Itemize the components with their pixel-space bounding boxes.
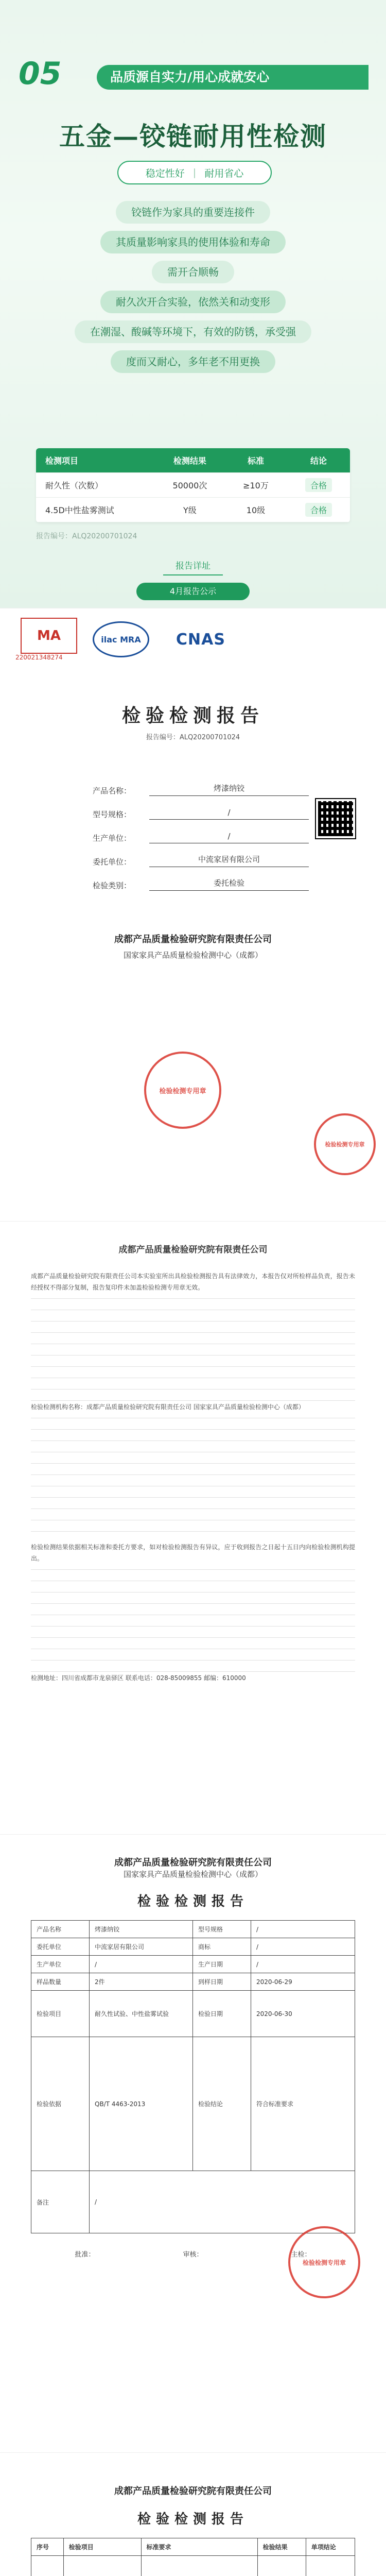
table-cell [64,2556,142,2576]
field-row [93,843,309,867]
report-cover [0,608,386,1221]
table-cell: / [256,1925,259,1933]
feature-item: 需开合顺畅 [152,261,234,283]
table-header: 标准 [247,456,264,466]
report-title: 检验检测报告 [121,705,264,726]
table-cell: 产品名称 [31,1921,90,1938]
table-row [31,1956,355,1973]
field-row [93,772,309,796]
accreditation-logos [0,608,386,670]
signer-label: 批准： [75,2251,95,2259]
table-cell: QB/T 4463-2013 [90,2037,193,2171]
cma-logo: MA [21,618,77,654]
table-cell: 备注 [31,2171,90,2233]
official-seal-icon: 检验检测专用章 [288,2226,360,2298]
field-row [93,867,309,891]
signer-label: 主检： [291,2251,311,2259]
page-title: 五金—铰链耐用性检测 [59,121,327,151]
feature-item: 度而又耐心，多年老不用更换 [111,350,275,373]
feature-item: 在潮湿、酸碱等环境下，有效的防锈，承受强 [75,320,311,343]
table-cell: 检验项目 [31,1991,90,2037]
table-header: 单项结论 [311,2544,336,2551]
text-lines [31,1418,355,1541]
table-row [31,2171,355,2233]
table-header: 检测结果 [173,456,206,466]
table-row [36,498,350,522]
table-header: 检验项目 [64,2538,142,2555]
issuer-sub: 国家家具产品质量检验检测中心（成都） [123,1870,262,1879]
field-value: / [149,808,309,820]
table-cell: Y级 [183,505,197,515]
table-header: 序号 [31,2538,64,2555]
official-seal-icon: 检验检测专用章 [314,1113,376,1175]
table-cell: 2020-06-29 [256,1978,292,1986]
slogan-banner: 品质源自实力/用心成就安心 [97,65,369,90]
field-value: 中流家居有限公司 [149,854,309,867]
report-detail-link[interactable]: 报告详址 [163,555,223,575]
table-header: 标准要求 [142,2538,258,2555]
table-cell: 50000次 [172,481,207,490]
declaration-body [0,1222,386,1684]
sample-info-table [31,1920,355,2233]
issuer-block [0,2453,386,2497]
table-cell [142,2556,258,2576]
declaration-paragraph: 成都产品质量检验研究院有限责任公司本实验室所出具检验检测报告具有法律效力，本报告仅对所检样品负责，报告未经授权不得部分复制，报告复印件未加盖检验检测专用章无效。 [31,1273,355,1291]
report-number: 报告编号：ALQ20200701024 [36,532,137,540]
report-declaration [0,1221,386,1834]
signer-label: 审核： [183,2251,203,2259]
table-cell [287,478,350,492]
issuer-block [0,1835,386,1879]
feature-list [0,201,386,373]
table-cell: 4.5D中性盐雾测试 [45,505,114,515]
table-row [31,1973,355,1991]
report-fields [93,772,309,891]
report-public-badge: 4月报告公示 [136,583,250,600]
cma-logo-wrap [15,618,77,661]
table-cell: 检验结论 [193,2037,251,2171]
pass-badge: 合格 [305,478,332,492]
feature-item: 铰链作为家具的重要连接件 [116,201,270,224]
field-value: 烤漆纳铰 [149,783,309,796]
text-lines [31,1298,355,1401]
declaration-paragraph: 检验检测机构名称：成都产品质量检验研究院有限责任公司 国家家具产品质量检验检测中心（成都） [31,1403,305,1411]
hero-footer [0,555,386,600]
table-cell: 检验日期 [193,1991,251,2037]
table-cell: 耐久性试验、中性盐雾试验 [90,1991,193,2037]
separator: | [192,167,197,178]
table-cell: 商标 [193,1938,251,1955]
table-cell: 检验依据 [31,2037,90,2171]
field-label: 产品名称： [93,786,132,795]
table-header-row [36,448,350,473]
field-row [93,820,309,843]
declaration-title: 成都产品质量检验研究院有限责任公司 [118,1245,268,1255]
declaration-paragraph: 检测地址：四川省成都市龙泉驿区 联系电话：028-85009855 邮编：610000 [31,1674,246,1682]
table-cell: 2020-06-30 [256,2010,292,2018]
cma-code: 220021348274 [15,654,63,661]
table-cell [287,503,350,517]
table-cell [306,2556,355,2576]
table-cell: / [95,2198,97,2206]
table-row [31,2037,355,2171]
result-table [36,448,350,522]
field-value: 委托检验 [149,877,309,891]
feature-label-1: 稳定性好 [145,167,185,179]
table-header: 结论 [310,456,327,466]
qr-code-icon [316,799,355,838]
table-cell [258,2556,306,2576]
report-id: 报告编号：ALQ20200701024 [146,734,240,741]
report-results [0,2452,386,2576]
pass-badge: 合格 [305,503,332,517]
ilac-logo: ilac MRA [93,621,149,657]
field-label: 委托单位： [93,857,132,867]
official-seal-icon: 检验检测专用章 [144,1052,221,1129]
report-sample-info [0,1834,386,2452]
feature-label-2: 耐用省心 [204,167,244,179]
table-row [36,473,350,498]
table-cell: 2件 [90,1973,193,1990]
table-cell: 生产单位 [31,1956,90,1973]
table-header-row [31,2538,355,2556]
table-row [31,1921,355,1938]
text-lines [31,1569,355,1672]
cnas-logo: CNAS [176,630,225,649]
declaration-paragraph: 检验检测结果依据相关标准和委托方要求，如对检验检测报告有异议，应于收到报告之日起十五日内向检验检测机构提出。 [31,1544,355,1562]
feature-item: 其质量影响家具的使用体验和寿命 [100,231,286,253]
field-label: 检验类别： [93,881,132,890]
hero-section [0,0,386,608]
table-cell: 10级 [246,505,266,515]
table-cell: / [256,1943,259,1951]
table-cell: 型号规格 [193,1921,251,1938]
table-cell [31,2556,64,2576]
report-title: 检验检测报告 [137,2512,249,2527]
section-number: 05 [19,56,62,92]
table-header: 检测项目 [45,456,79,466]
issuer-name: 成都产品质量检验研究院有限责任公司 [114,934,272,945]
table-cell: ≥10万 [243,481,269,490]
table-cell: 烤漆纳铰 [90,1921,193,1938]
table-cell: 耐久性（次数） [45,481,103,490]
table-row [31,1938,355,1956]
field-value: / [149,832,309,843]
results-table [31,2538,355,2576]
issuer-name: 成都产品质量检验研究院有限责任公司 [114,1857,272,1868]
table-cell: / [256,1960,259,1968]
table-header: 检验结果 [258,2538,306,2555]
table-row [31,2556,355,2576]
table-row [31,1991,355,2037]
issuer-sub: 国家家具产品质量检验检测中心（成都） [123,951,262,960]
table-cell: 委托单位 [31,1938,90,1955]
table-cell: 中流家居有限公司 [90,1938,193,1955]
issuer-name: 成都产品质量检验研究院有限责任公司 [114,2486,272,2497]
feature-item: 耐久次开合实验，依然关和动变形 [100,291,286,313]
table-cell: 到样日期 [193,1973,251,1990]
issuer-block [0,932,386,960]
table-cell: 符合标准要求 [256,2100,294,2108]
field-label: 生产单位： [93,834,132,843]
table-cell: 生产日期 [193,1956,251,1973]
table-cell: / [90,1956,193,1973]
feature-pill [117,161,272,184]
field-row [93,796,309,820]
table-cell: 样品数量 [31,1973,90,1990]
report-title: 检验检测报告 [137,1894,249,1909]
field-label: 型号规格： [93,810,132,819]
